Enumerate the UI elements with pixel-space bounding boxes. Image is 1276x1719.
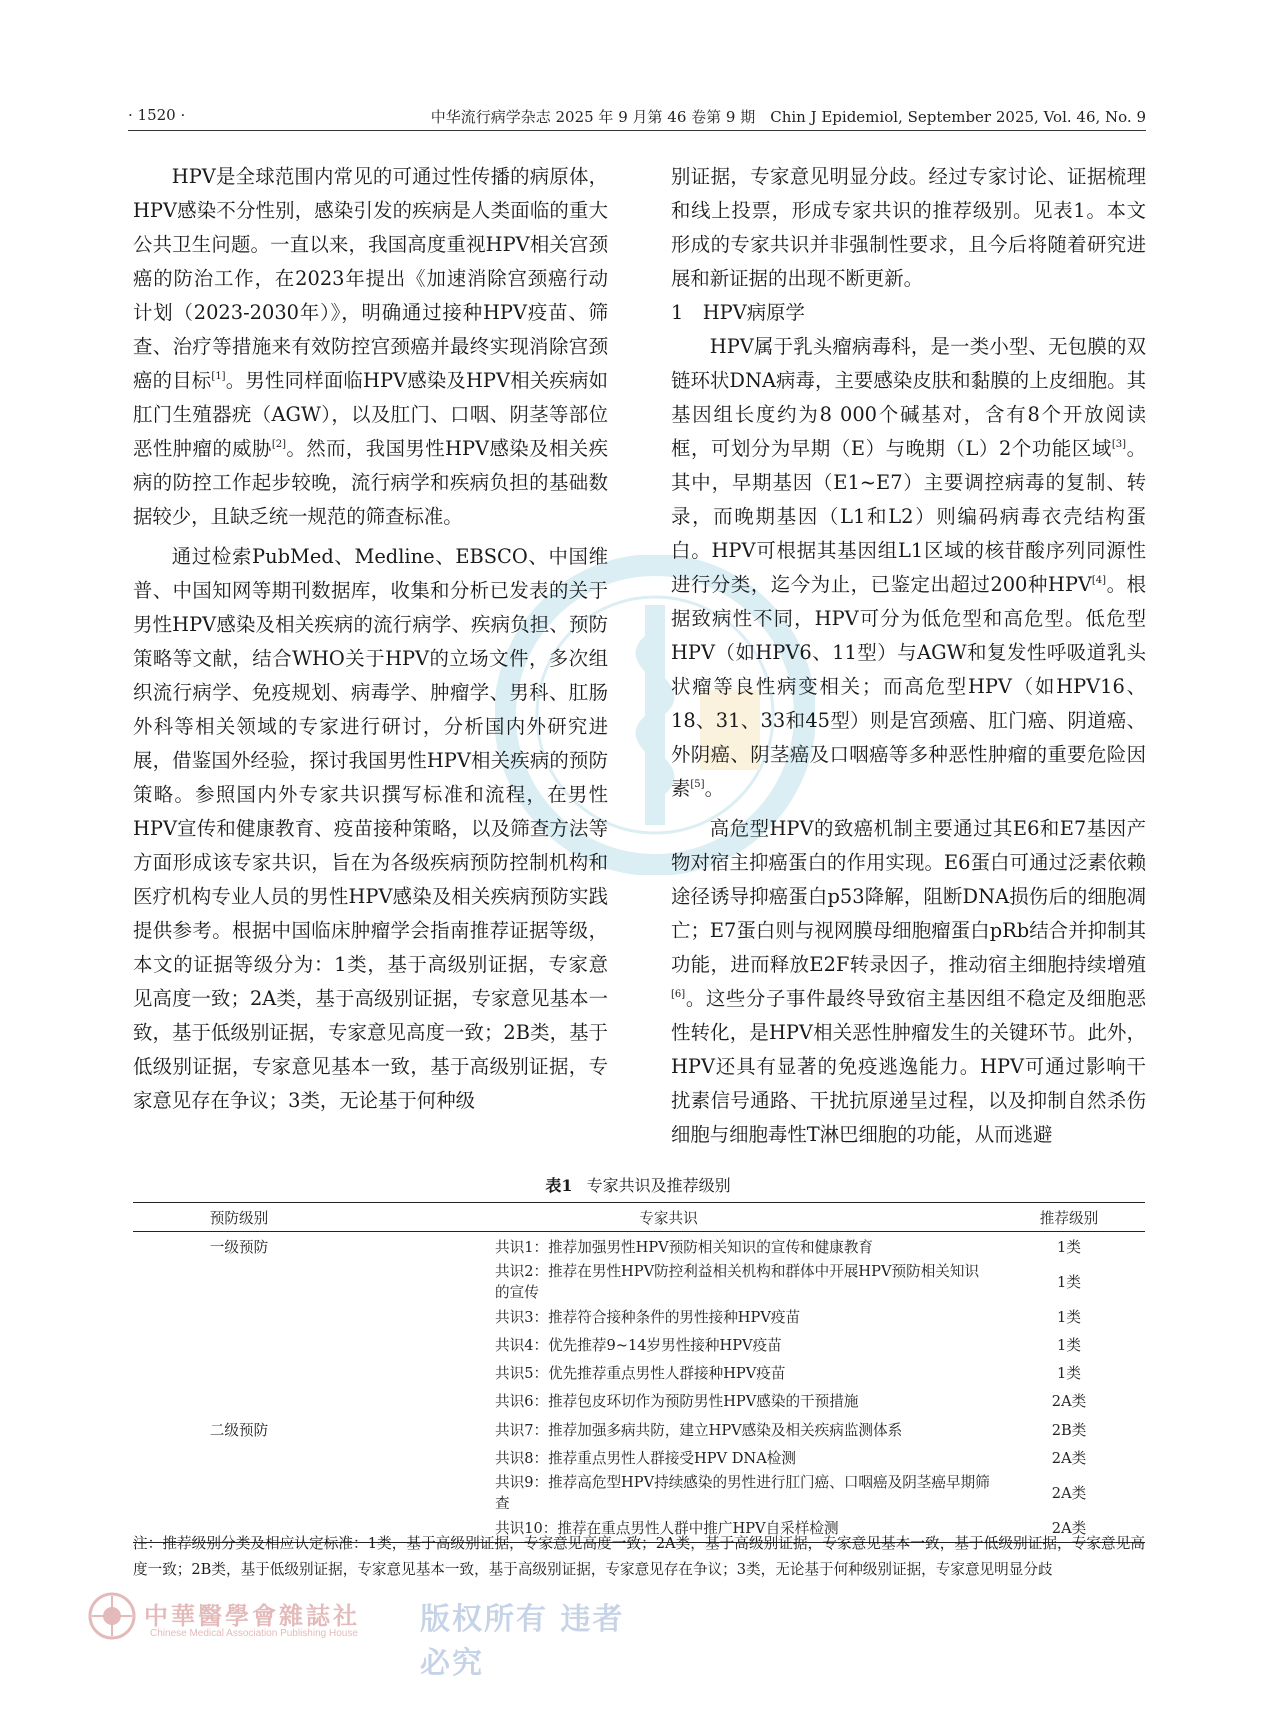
- table-caption-label: 表1: [545, 1176, 573, 1195]
- right-column: [671, 160, 1146, 1152]
- table-note: 注：推荐级别分类及相应认定标准：1类，基于高级别证据，专家意见高度一致；2A类，基于高级别证据，专家意见基本一致，基于低级别证据，专家意见高度一致；2B类，基于低级别证据，专家意见基本一致，基于高级别证据，专家意见存在争议；3类，无论基于何种级别证据，专家意见明显分歧: [133, 1535, 1145, 1578]
- cell-grade: 2A类: [1051, 1484, 1087, 1502]
- consensus-table: [133, 1202, 1145, 1543]
- cell-consensus: 共识1：推荐加强男性HPV预防相关知识的宣传和健康教育: [495, 1238, 874, 1256]
- cell-consensus: 共识4：优先推荐9~14岁男性接种HPV疫苗: [495, 1336, 782, 1354]
- publisher-name: 中華醫學會雜誌社: [144, 1601, 360, 1630]
- cell-grade: 1类: [1057, 1238, 1081, 1256]
- cell-grade: 1类: [1057, 1336, 1081, 1354]
- publisher-emblem-icon: [88, 1592, 136, 1640]
- cell-consensus: 共识10：推荐在重点男性人群中推广HPV自采样检测: [495, 1519, 839, 1537]
- table-header-row: [133, 1203, 1145, 1232]
- cell-consensus: 共识8：推荐重点男性人群接受HPV DNA检测: [495, 1449, 796, 1467]
- citation-ref[interactable]: [3]: [1111, 439, 1127, 450]
- etiology-paragraph: HPV属于乳头瘤病毒科，是一类小型、无包膜的双链环状DNA病毒，主要感染皮肤和黏膜的上皮细胞。其基因组长度约为8 000个碱基对，含有8个开放阅读框，可划分为早期（E）与晚期（L）2个功能区域[3]。其中，早期基因（E1~E7）主要调控病毒的复制、转录，而晚期基因（L1和L2）则编码病毒衣壳结构蛋白。HPV可根据其基因组L1区域的核苷酸序列同源性进行分类，迄今为止，已鉴定出超过200种HPV[4]。根据致病性不同，HPV可分为低危型和高危型。低危型HPV（如HPV6、11型）与AGW和复发性呼吸道乳头状瘤等良性病变相关；而高危型HPV（如HPV16、18、31、33和45型）则是宫颈癌、肛门癌、阴道癌、外阴癌、阴茎癌及口咽癌等多种恶性肿瘤的重要危险因素[5]。: [671, 335, 1146, 800]
- cell-level: [133, 1359, 345, 1387]
- cell-level: [133, 1387, 345, 1415]
- table-row: [133, 1232, 1145, 1261]
- cell-consensus: 共识3：推荐符合接种条件的男性接种HPV疫苗: [495, 1308, 801, 1326]
- cell-grade: 1类: [1057, 1273, 1081, 1291]
- cell-grade: 1类: [1057, 1308, 1081, 1326]
- cell-level: [133, 1260, 345, 1302]
- page-number: · 1520 ·: [128, 106, 186, 124]
- methods-paragraph: 通过检索PubMed、Medline、EBSCO、中国维普、中国知网等期刊数据库，收集和分析已发表的关于男性HPV感染及相关疾病的流行病学、疾病负担、预防策略等文献，结合WHO关于HPV的立场文件，多次组织流行病学、免疫规划、病毒学、肿瘤学、男科、肛肠外科等相关领域的专家进行研讨，分析国内外研究进展，借鉴国外经验，探讨我国男性HPV相关疾病的预防策略。参照国内外专家共识撰写标准和流程，在男性HPV宣传和健康教育、疫苗接种策略，以及筛查方法等方面形成该专家共识，旨在为各级疾病预防控制机构和医疗机构专业人员的男性HPV感染及相关疾病预防实践提供参考。根据中国临床肿瘤学会指南推荐证据等级，本文的证据等级分为：1类，基于高级别证据，专家意见高度一致；2A类，基于高级别证据，专家意见基本一致，基于低级别证据，专家意见高度一致；2B类，基于低级别证据，专家意见基本一致，基于高级别证据，专家意见存在争议；3类，无论基于何种级: [133, 545, 608, 1112]
- table-caption-title: 专家共识及推荐级别: [586, 1176, 731, 1195]
- citation-ref[interactable]: [5]: [690, 779, 705, 790]
- publisher-logo: [88, 1592, 648, 1681]
- publisher-name-en: Chinese Medical Association Publishing House: [150, 1628, 358, 1639]
- table-row: [133, 1471, 1145, 1513]
- cell-level: [133, 1330, 345, 1358]
- citation-ref[interactable]: [4]: [1091, 575, 1107, 586]
- mechanism-paragraph: 高危型HPV的致癌机制主要通过其E6和E7基因产物对宿主抑癌蛋白的作用实现。E6蛋白可通过泛素依赖途径诱导抑癌蛋白p53降解，阻断DNA损伤后的细胞凋亡；E7蛋白则与视网膜母细胞瘤蛋白pRb结合并抑制其功能，进而释放E2F转录因子，推动宿主细胞持续增殖[6]。这些分子事件最终导致宿主基因组不稳定及细胞恶性转化，是HPV相关恶性肿瘤发生的关键环节。此外，HPV还具有显著的免疫逃逸能力。HPV可通过影响干扰素信号通路、干扰抗原递呈过程，以及抑制自然杀伤细胞与细胞毒性T淋巴细胞的功能，从而逃避: [671, 817, 1146, 1146]
- table-row: [133, 1302, 1145, 1330]
- copyright-stamp: 版权所有 违者必究: [420, 1602, 625, 1681]
- citation-ref[interactable]: [1]: [211, 371, 226, 382]
- citation-ref[interactable]: [6]: [671, 989, 686, 1000]
- table-caption: [0, 1173, 1276, 1196]
- table-row: [133, 1330, 1145, 1358]
- cell-grade: 1类: [1057, 1365, 1081, 1383]
- methods-paragraph-cont: 别证据，专家意见明显分歧。经过专家讨论、证据梳理和线上投票，形成专家共识的推荐级别。见表1。本文形成的专家共识并非强制性要求，且今后将随着研究进展和新证据的出现不断更新。: [671, 165, 1146, 290]
- column-header-level: 预防级别: [209, 1209, 269, 1227]
- cell-grade: 2A类: [1051, 1519, 1087, 1537]
- intro-paragraph: HPV是全球范围内常见的可通过性传播的病原体，HPV感染不分性别，感染引发的疾病是人类面临的重大公共卫生问题。一直以来，我国高度重视HPV相关宫颈癌的防治工作，在2023年提出《加速消除宫颈癌行动计划（2023-2030年）》，明确通过接种HPV疫苗、筛查、治疗等措施来有效防控宫颈癌并最终实现消除宫颈癌的目标[1]。男性同样面临HPV感染及HPV相关疾病如肛门生殖器疣（AGW），以及肛门、口咽、阴茎等部位恶性肿瘤的威胁[2]。然而，我国男性HPV感染及相关疾病的防控工作起步较晚，流行病学和疾病负担的基础数据较少，且缺乏统一规范的筛查标准。: [133, 165, 609, 528]
- citation-ref[interactable]: [2]: [271, 439, 286, 450]
- page-header: [128, 102, 1146, 131]
- cell-consensus: 共识2：推荐在男性HPV防控利益相关机构和群体中开展HPV预防相关知识的宣传: [495, 1263, 980, 1302]
- cell-level: [133, 1443, 345, 1471]
- cell-level: [133, 1471, 345, 1513]
- cell-grade: 2A类: [1051, 1393, 1087, 1411]
- column-header-consensus: 专家共识: [639, 1209, 698, 1227]
- cell-grade: 2B类: [1051, 1421, 1087, 1439]
- table-row: [133, 1260, 1145, 1302]
- cell-consensus: 共识6：推荐包皮环切作为预防男性HPV感染的干预措施: [495, 1393, 859, 1411]
- left-column: [133, 160, 608, 1118]
- journal-running-head: 中华流行病学杂志 2025 年 9 月第 46 卷第 9 期 Chin J Epidemiol, September 2025, Vol. 46, No. 9: [430, 108, 1146, 126]
- cell-level: 一级预防: [209, 1238, 269, 1256]
- section-heading: 1 HPV病原学: [671, 301, 805, 324]
- cell-grade: 2A类: [1051, 1449, 1087, 1467]
- table-row: [133, 1443, 1145, 1471]
- column-header-grade: 推荐级别: [1039, 1209, 1099, 1227]
- table-row: [133, 1387, 1145, 1415]
- table-row: [133, 1359, 1145, 1387]
- cell-consensus: 共识9：推荐高危型HPV持续感染的男性进行肛门癌、口咽癌及阴茎癌早期筛查: [495, 1474, 990, 1513]
- table-row: [133, 1415, 1145, 1443]
- cell-level: [133, 1302, 345, 1330]
- cell-consensus: 共识7：推荐加强多病共防，建立HPV感染及相关疾病监测体系: [495, 1421, 903, 1439]
- cell-consensus: 共识5：优先推荐重点男性人群接种HPV疫苗: [495, 1365, 786, 1383]
- cell-level: 二级预防: [209, 1421, 269, 1439]
